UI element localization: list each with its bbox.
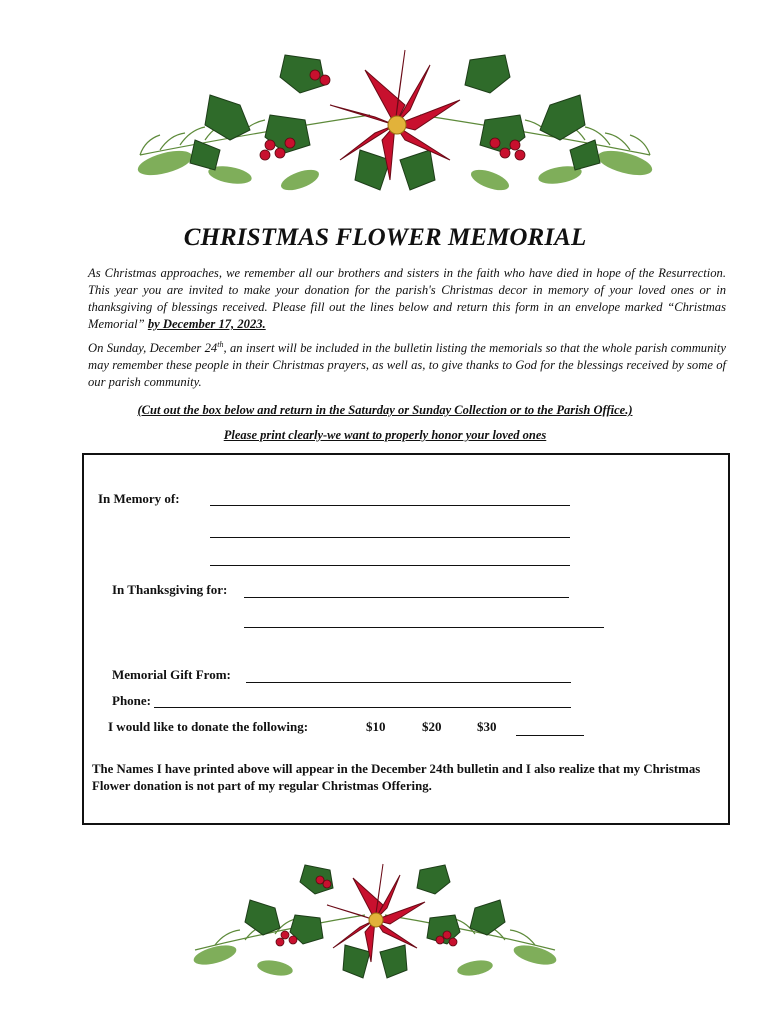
cut-out-instruction: (Cut out the box below and return in the Saturday or Sunday Collection or to the Parish Office.) bbox=[137, 403, 633, 417]
donate-label: I would like to donate the following: bbox=[108, 719, 309, 734]
other-amount-line[interactable] bbox=[516, 735, 584, 736]
intro-paragraph bbox=[88, 265, 726, 333]
bulletin-superscript: th bbox=[217, 339, 224, 349]
in-memory-line-1[interactable] bbox=[210, 505, 570, 506]
bulletin-paragraph bbox=[88, 340, 726, 391]
poinsettia-garland-icon bbox=[120, 45, 670, 205]
disclaimer-text: The Names I have printed above will appear in the December 24th bulletin and I also realize that my Christmas Flower donation is not part of my regular Christmas Offering. bbox=[92, 762, 701, 793]
in-memory-line-2[interactable] bbox=[210, 537, 570, 538]
amount-10-option[interactable]: $10 bbox=[366, 719, 386, 734]
print-clearly-instruction: Please print clearly-we want to properly honor your loved ones bbox=[223, 428, 547, 442]
amount-30-option[interactable]: $30 bbox=[477, 719, 497, 734]
gift-from-label: Memorial Gift From: bbox=[112, 667, 231, 682]
in-memory-line-3[interactable] bbox=[210, 565, 570, 566]
deadline-text: by December 17, 2023. bbox=[147, 317, 266, 331]
thanksgiving-label: In Thanksgiving for: bbox=[112, 582, 228, 597]
phone-label: Phone: bbox=[112, 693, 151, 708]
page-title: CHRISTMAS FLOWER MEMORIAL bbox=[183, 224, 587, 251]
amount-20-option[interactable]: $20 bbox=[422, 719, 442, 734]
bulletin-lead: On Sunday, December 24 bbox=[88, 341, 218, 355]
memorial-form-box bbox=[82, 453, 730, 825]
thanksgiving-line-1[interactable] bbox=[244, 597, 569, 598]
phone-line[interactable] bbox=[154, 707, 571, 708]
gift-from-line[interactable] bbox=[246, 682, 571, 683]
bulletin-rest: , an insert will be included in the bulletin listing the memorials so that the whole parish community may remember these people in their Christmas prayers, as well as, to give thanks to God for the blessings received by some of our parish community. bbox=[88, 341, 726, 389]
intro-text: As Christmas approaches, we remember all our brothers and sisters in the faith who have died in hope of the Resurrection. This year you are invited to make your donation for the parish's Christmas decor in memory of your loved ones or in thanksgiving of blessings received. Please fill out the lines below and return this form in an envelope marked “Christmas Memorial” bbox=[88, 266, 726, 331]
poinsettia-garland-bottom-icon bbox=[185, 860, 565, 995]
thanksgiving-line-2[interactable] bbox=[244, 627, 604, 628]
in-memory-label: In Memory of: bbox=[98, 491, 180, 506]
